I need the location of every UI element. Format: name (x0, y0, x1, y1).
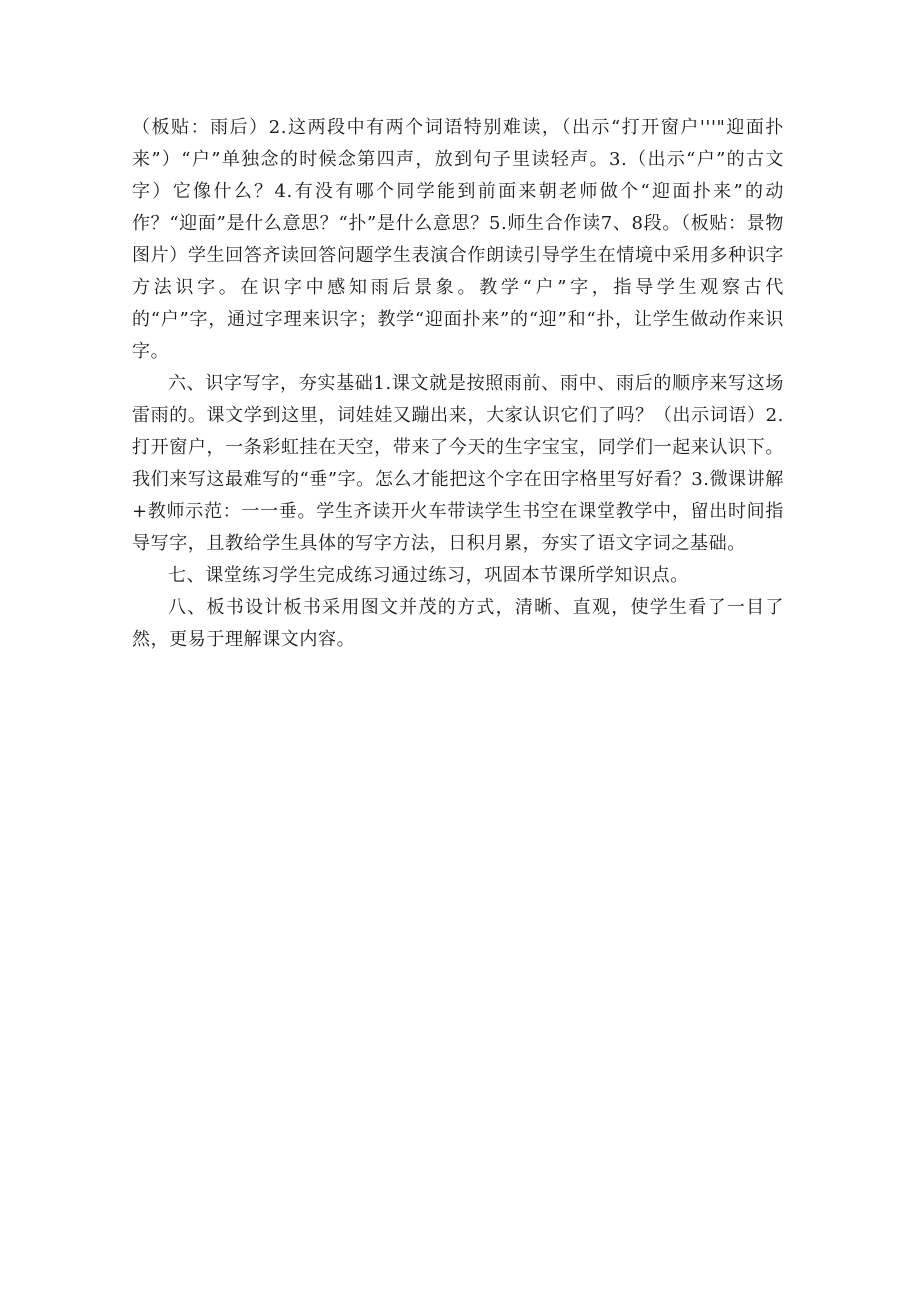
paragraph-blackboard-design: 八、板书设计板书采用图文并茂的方式，清晰、直观，使学生看了一目了然，更易于理解课文内容。 (132, 597, 784, 650)
paragraph-literacy-writing: 六、识字写字，夯实基础1.课文就是按照雨前、雨中、雨后的顺序来写这场雷雨的。课文学到这里，词娃娃又蹦出来，大家认识它们了吗？（出示词语）2.打开窗户，一条彩虹挂在天空，带来了今天的生字宝宝，同学们一起来认识下。我们来写这最难写的“垂”字。怎么才能把这个字在田字格里写好看？3.微课讲解+教师示范：一一垂。学生齐读开火车带读学生书空在课堂教学中，留出时间指导写字，且教给学生具体的写字方法，日积月累，夯实了语文字词之基础。 (132, 373, 784, 554)
paragraph-board-after-rain: （板贴：雨后）2.这两段中有两个词语特别难读，（出示“打开窗户'''"迎面扑来”）“户”单独念的时候念第四声，放到句子里读轻声。3.（出示“户”的古文字）它像什么？4.有没有哪个同学能到前面来朝老师做个“迎面扑来”的动作？“迎面”是什么意思？“扑”是什么意思？5.师生合作读7、8段。（板贴：景物图片）学生回答齐读回答问题学生表演合作朗读引导学生在情境中采用多种识字方法识字。在识字中感知雨后景象。教学“户”字，指导学生观察古代的“户”字，通过字理来识字；教学“迎面扑来”的“迎”和“扑，让学生做动作来识字。 (132, 117, 784, 362)
paragraph-classroom-practice: 七、课堂练习学生完成练习通过练习，巩固本节课所学知识点。 (168, 565, 689, 586)
document-body (132, 112, 784, 656)
